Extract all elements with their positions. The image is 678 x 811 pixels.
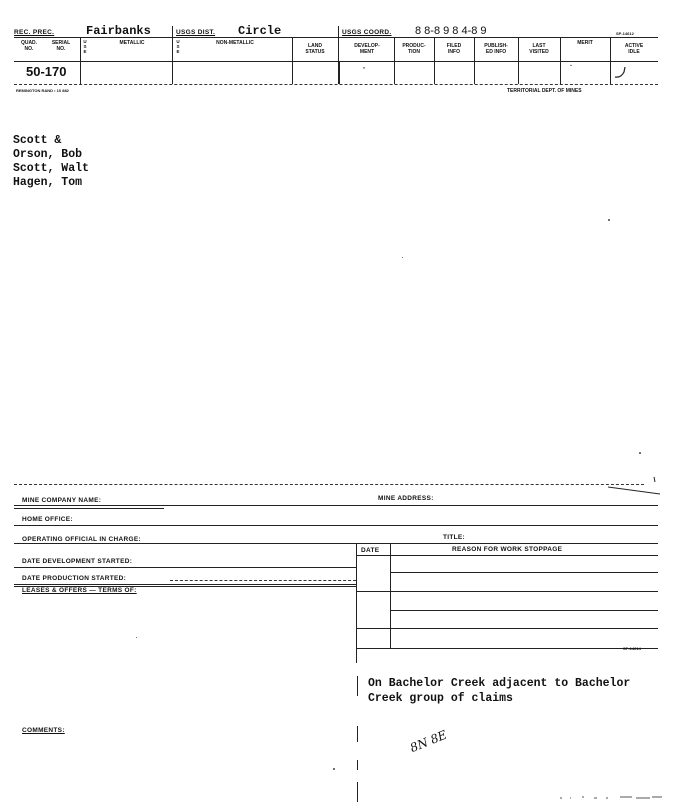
col-published-info-text: PUBLISH- ED INFO (484, 43, 508, 55)
col-divider (80, 37, 81, 84)
col-land-status-text: LAND STATUS (305, 43, 325, 55)
col-published-info (475, 43, 517, 55)
table-rule (356, 591, 658, 592)
lower-dash (170, 580, 356, 581)
owner-name: Scott, Walt (13, 162, 89, 175)
header-divider (172, 26, 173, 84)
col-land-status (293, 43, 337, 55)
col-use-2 (175, 39, 181, 54)
header-rule-2 (14, 61, 658, 62)
col-use-text: U S E (83, 39, 87, 54)
table-rule (390, 572, 658, 573)
rec-prec-value: Fairbanks (86, 24, 151, 38)
col-nonmetallic: NON-METALLIC (216, 40, 254, 46)
handwritten-note: 8N 8E (408, 727, 449, 755)
usgs-dist-label: USGS DIST. (176, 29, 216, 36)
scan-speck (402, 257, 403, 258)
lower-rule (14, 567, 356, 568)
lower-rule (14, 525, 658, 526)
table-rule (356, 555, 658, 556)
form-number: SP-14612 (616, 31, 634, 36)
scan-speck (608, 219, 610, 221)
table-rule (390, 610, 658, 611)
col-quad-text: QUAD. NO. (20, 40, 38, 52)
col-serial (44, 40, 78, 52)
location-note-line2: Creek group of claims (368, 692, 513, 705)
col-last-visited-text: LAST VISITED (529, 43, 549, 55)
col-production (395, 43, 433, 55)
active-check-mark (612, 64, 630, 80)
date-development-label: DATE DEVELOPMENT STARTED: (22, 558, 133, 565)
merit-tick: · (570, 63, 573, 70)
location-note-line1: On Bachelor Creek adjacent to Bachelor (368, 677, 631, 690)
lower-rule (14, 505, 658, 506)
reason-label: REASON FOR WORK STOPPAGE (452, 546, 563, 553)
lower-top-rule (14, 484, 644, 485)
col-quad (16, 40, 42, 52)
operating-official-label: OPERATING OFFICIAL IN CHARGE: (22, 536, 141, 543)
col-filed-info (435, 43, 473, 55)
header-rule-3 (14, 84, 658, 85)
col-active-idle-text: ACTIVE IDLE (624, 43, 644, 55)
form-number-2: SP-14614 (623, 646, 641, 651)
col-metallic: METALLIC (119, 40, 145, 46)
col-use (82, 39, 88, 54)
mine-address-label: MINE ADDRESS: (378, 495, 434, 502)
col-active-idle (611, 43, 657, 55)
title-label: TITLE: (443, 534, 466, 541)
mine-company-name-label: MINE COMPANY NAME: (22, 497, 102, 504)
table-divider (390, 543, 391, 649)
scan-speck (639, 452, 641, 454)
usgs-coord-label: USGS COORD. (342, 29, 392, 36)
note-bar (357, 726, 358, 742)
table-divider (356, 543, 357, 663)
development-mark: · (362, 60, 366, 74)
col-development (340, 43, 394, 55)
scan-speck (333, 768, 335, 770)
bottom-scan-noise (560, 794, 668, 802)
scan-speck (136, 637, 137, 638)
usgs-dist-value: Circle (238, 24, 282, 38)
lower-rule (14, 584, 356, 585)
table-rule (356, 628, 658, 629)
owner-list (13, 134, 89, 190)
note-bar (357, 782, 358, 802)
usgs-coord-value: 8 8-8 9 8 4-8 9 (415, 25, 487, 37)
department-label: TERRITORIAL DEPT. OF MINES (507, 88, 582, 94)
lower-rule-short (14, 508, 164, 509)
record-number: 50-170 (26, 64, 67, 79)
col-production-text: PRODUC- TION (402, 43, 426, 55)
rec-prec-label: REC. PREC. (14, 29, 55, 36)
edge-scratch (600, 474, 670, 498)
table-rule (356, 648, 658, 649)
date-label: DATE (361, 547, 380, 554)
comments-label: COMMENTS: (22, 727, 65, 734)
owner-name: Scott & (13, 134, 62, 147)
col-serial-text: SERIAL NO. (51, 40, 71, 52)
note-bar (357, 676, 358, 696)
col-divider (339, 61, 340, 84)
col-last-visited (519, 43, 559, 55)
printer-line: REMINGTON RAND • 10 882 (16, 88, 69, 93)
col-use-2-text: U S E (176, 39, 180, 54)
lower-rule (14, 543, 658, 544)
home-office-label: HOME OFFICE: (22, 516, 73, 523)
col-filed-info-text: FILED INFO (446, 43, 462, 55)
col-development-text: DEVELOP- MENT (354, 43, 380, 55)
col-merit: MERIT (577, 40, 593, 46)
leases-label: LEASES & OFFERS — TERMS OF: (22, 587, 137, 594)
note-bar (357, 760, 358, 770)
owner-name: Orson, Bob (13, 148, 83, 161)
owner-name: Hagen, Tom (13, 176, 83, 189)
date-production-label: DATE PRODUCTION STARTED: (22, 575, 127, 582)
